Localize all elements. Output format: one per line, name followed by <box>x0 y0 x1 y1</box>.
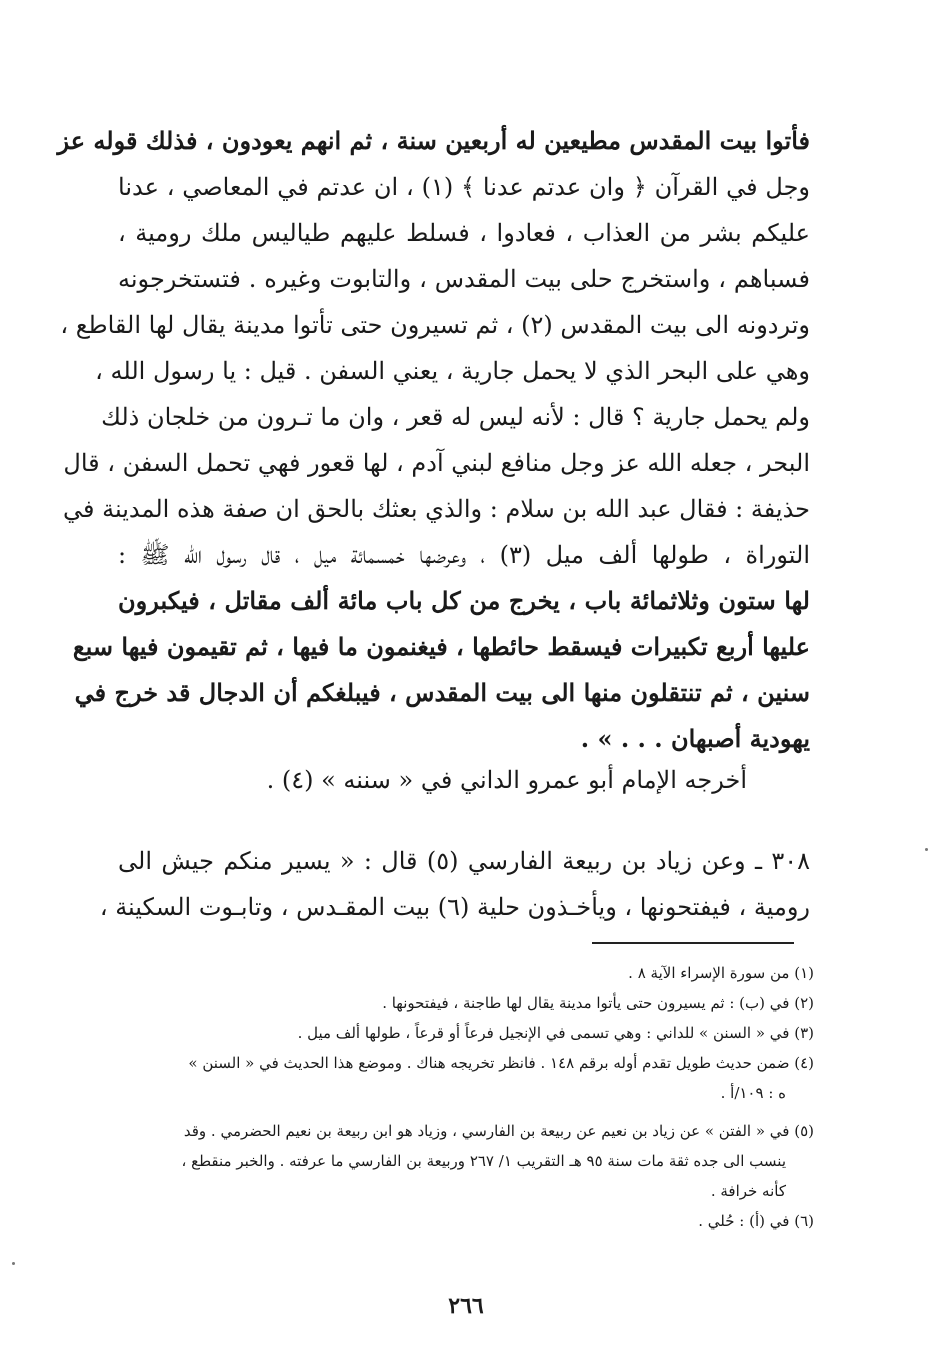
footnote-5: (٥) في « الفتن » عن زياد بن نعيم عن ربيعة بن الفارسي ، وزياد هو ابن ربيعة بن نعيم الحضرمي . وقد <box>183 1122 814 1140</box>
footnote-1: (١) من سورة الإسراء الآية ٨ . <box>628 964 814 982</box>
text-line: فأتوا بيت المقدس مطيعين له أربعين سنة ، ثم انهم يعودون ، فذلك قوله عز <box>57 126 810 155</box>
page-number: ٢٦٦ <box>448 1293 484 1319</box>
footnote-5-continued: كأنه خرافة . <box>710 1182 786 1200</box>
text-line: سنين ، ثم تنتقلون منها الى بيت المقدس ، فيبلغكم أن الدجال قد خرج في <box>74 678 810 707</box>
footnote-4: (٤) ضمن حديث طويل تقدم أوله برقم ١٤٨ . فانظر تخريجه هناك . وموضع هذا الحديث في « السنن » <box>188 1054 814 1072</box>
text-line: وتردونه الى بيت المقدس (٢) ، ثم تسيرون حتى تأتوا مدينة يقال لها القاطع ، <box>60 311 810 339</box>
scan-speck <box>12 1262 15 1265</box>
text-line: رومية ، فيفتحونها ، ويأخـذون حلية (٦) بيت المقـدس ، وتابـوت السكينة ، <box>99 893 810 921</box>
text-line: حذيفة : فقال عبد الله بن سلام : والذي بعثك بالحق ان صفة هذه المدينة في <box>63 495 810 523</box>
footnote-divider <box>592 942 794 944</box>
text-line: لها ستون وثلاثمائة باب ، يخرج من كل باب مائة ألف مقاتل ، فيكبرون <box>118 586 810 615</box>
scan-speck <box>925 848 928 851</box>
source-citation: أخرجه الإمام أبو عمرو الداني في « سننه » (٤) . <box>266 766 747 794</box>
footnotes-block <box>118 958 814 1236</box>
hadith-308-block <box>99 838 810 930</box>
footnote-5-continued: ينسب الى جده ثقة مات سنة ٩٥ هـ التقريب ١/ ٢٦٧ وربيعة بن الفارسي ما عرفته . والخبر منقطع ، <box>181 1152 786 1170</box>
text-line: التوراة ، طولها ألف ميل (٣) ، وعرضها خمسمائة ميل ، قال رسول الله ﷺ : <box>118 541 810 569</box>
text-line: عليكم بشر من العذاب ، فعادوا ، فسلط عليهم طياليس ملك رومية ، <box>118 219 810 247</box>
text-line: يهودية أصبهان . . . » . <box>580 724 810 753</box>
text-line: وجل في القرآن ﴿ وان عدتم عدنا ﴾ (١) ، ان عدتم في المعاصي ، عدنا <box>118 173 810 201</box>
footnote-3: (٣) في « السنن » للداني : وهي تسمى في الإنجيل فرعاً أو قرعاً ، طولها ألف ميل . <box>297 1024 814 1042</box>
footnote-4-continued: ه : ١٠٩/أ . <box>720 1084 786 1102</box>
text-line: ولم يحمل جارية ؟ قال : لأنه ليس له قعر ، وان ما تـرون من خلجان ذلك <box>101 403 810 431</box>
text-line: عليها أربع تكبيرات فيسقط حائطها ، فيغنمون ما فيها ، ثم تقيمون فيها سبع <box>72 632 810 661</box>
text-line: ٣٠٨ ـ وعن زياد بن ربيعة الفارسي (٥) قال : « يسير منكم جيش الى <box>118 847 810 875</box>
footnote-6: (٦) في (أ) : حُلي . <box>698 1212 814 1230</box>
footnote-2: (٢) في (ب) : ثم يسيرون حتى يأتوا مدينة يقال لها طاجنة ، فيفتحونها . <box>382 994 814 1012</box>
main-text-block <box>57 118 810 762</box>
text-line: فسباهم ، واستخرج حلى بيت المقدس ، والتابوت وغيره . فتستخرجونه <box>118 265 810 293</box>
text-line: البحر ، جعله الله عز وجل منافع لبني آدم ، لها قعور فهي تحمل السفن ، قال <box>63 449 810 477</box>
text-line: وهي على البحر الذي لا يحمل جارية ، يعني السفن . قيل : يا رسول الله ، <box>95 357 810 385</box>
